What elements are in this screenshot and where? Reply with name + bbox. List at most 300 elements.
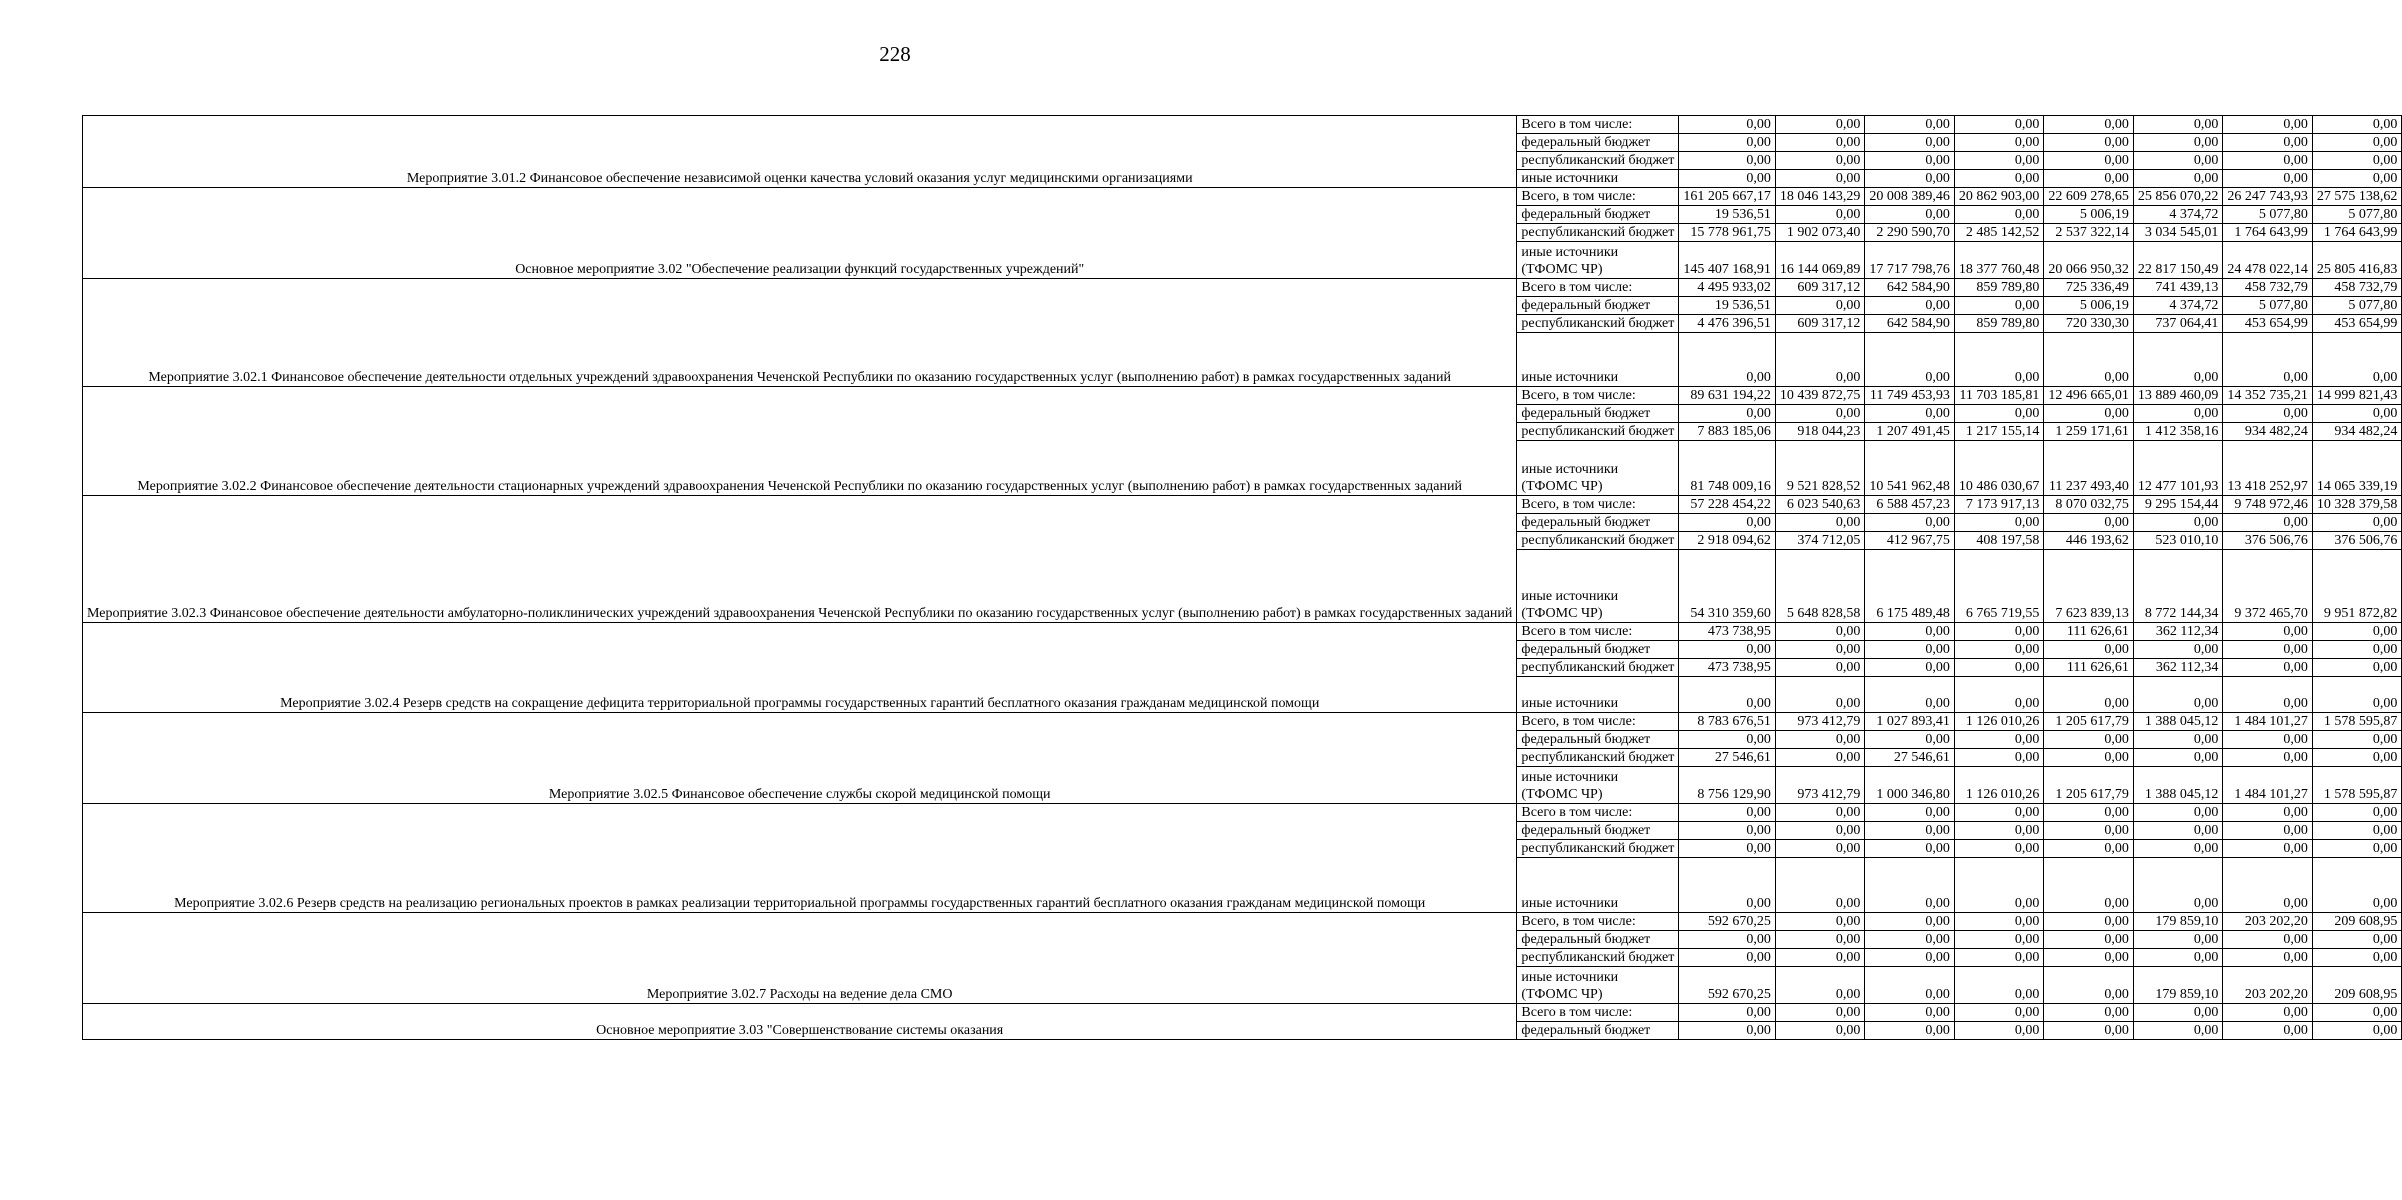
- amount-cell: 0,00: [1775, 206, 1865, 224]
- amount-cell: 0,00: [1954, 731, 2044, 749]
- amount-cell: 4 374,72: [2133, 297, 2223, 315]
- amount-cell: 0,00: [1865, 333, 1955, 387]
- amount-cell: 0,00: [1865, 804, 1955, 822]
- funding-source-label: республиканский бюджет: [1521, 660, 1675, 675]
- amount-cell: 7 173 917,13: [1954, 496, 2044, 514]
- amount-cell: 9 295 154,44: [2133, 496, 2223, 514]
- amount-cell: 0,00: [2044, 931, 2134, 949]
- amount-cell: 1 259 171,61: [2044, 423, 2134, 441]
- amount-cell: 14 999 821,43: [2312, 387, 2402, 405]
- table-row: [83, 913, 2402, 931]
- amount-cell: 11 749 453,93: [1865, 387, 1955, 405]
- amount-cell: 8 070 032,75: [2044, 496, 2134, 514]
- amount-cell: 6 588 457,23: [1865, 496, 1955, 514]
- amount-cell: 0,00: [1954, 858, 2044, 913]
- amount-cell: 0,00: [1865, 913, 1955, 931]
- amount-cell: 27 546,61: [1865, 749, 1955, 767]
- amount-cell: 0,00: [2312, 116, 2402, 134]
- funding-source-label: республиканский бюджет: [1521, 153, 1675, 168]
- amount-cell: 0,00: [2133, 822, 2223, 840]
- amount-cell: 0,00: [1865, 152, 1955, 170]
- amount-cell: 0,00: [1679, 514, 1776, 532]
- amount-cell: 0,00: [1954, 949, 2044, 967]
- amount-cell: 0,00: [2044, 913, 2134, 931]
- amount-cell: 0,00: [1775, 333, 1865, 387]
- amount-cell: 376 506,76: [2223, 532, 2313, 550]
- funding-source-label: федеральный бюджет: [1521, 515, 1651, 530]
- amount-cell: 1 764 643,99: [2312, 224, 2402, 242]
- funding-source-label: федеральный бюджет: [1521, 732, 1651, 747]
- amount-cell: 0,00: [1954, 514, 2044, 532]
- table-row: [83, 387, 2402, 405]
- amount-cell: 0,00: [2044, 731, 2134, 749]
- amount-cell: 54 310 359,60: [1679, 550, 1776, 623]
- funding-source-label: республиканский бюджет: [1521, 533, 1675, 548]
- amount-cell: 209 608,95: [2312, 913, 2402, 931]
- amount-cell: 111 626,61: [2044, 659, 2134, 677]
- amount-cell: 0,00: [2044, 840, 2134, 858]
- table-row: [83, 623, 2402, 641]
- amount-cell: 0,00: [1954, 206, 2044, 224]
- amount-cell: 0,00: [2044, 677, 2134, 713]
- amount-cell: 0,00: [1954, 677, 2044, 713]
- measure-name-cell: Мероприятие 3.02.1 Финансовое обеспечение деятельности отдельных учреждений здравоохранения Чеченской Республики по оказанию государственных услуг (выполнению работ) в рамках государственных заданий: [83, 279, 1517, 387]
- funding-source-cell: [1517, 297, 1679, 315]
- amount-cell: 6 023 540,63: [1775, 496, 1865, 514]
- amount-cell: 1 484 101,27: [2223, 767, 2313, 804]
- amount-cell: 1 578 595,87: [2312, 713, 2402, 731]
- funding-source-cell: [1517, 949, 1679, 967]
- amount-cell: 859 789,80: [1954, 279, 2044, 297]
- amount-cell: 5 006,19: [2044, 206, 2134, 224]
- amount-cell: 0,00: [1679, 134, 1776, 152]
- amount-cell: 1 388 045,12: [2133, 713, 2223, 731]
- amount-cell: 0,00: [2133, 840, 2223, 858]
- funding-source-label: иные источники: [1521, 370, 1619, 385]
- amount-cell: 12 477 101,93: [2133, 441, 2223, 496]
- amount-cell: 10 486 030,67: [1954, 441, 2044, 496]
- funding-source-label: Всего в том числе:: [1521, 1005, 1633, 1020]
- funding-source-cell: [1517, 224, 1679, 242]
- amount-cell: 89 631 194,22: [1679, 387, 1776, 405]
- measure-name-cell: Основное мероприятие 3.02 "Обеспечение реализации функций государственных учреждений": [83, 188, 1517, 279]
- amount-cell: 2 537 322,14: [2044, 224, 2134, 242]
- amount-cell: 10 541 962,48: [1865, 441, 1955, 496]
- amount-cell: 0,00: [1679, 116, 1776, 134]
- amount-cell: 0,00: [2044, 134, 2134, 152]
- funding-source-cell: [1517, 206, 1679, 224]
- amount-cell: 8 783 676,51: [1679, 713, 1776, 731]
- amount-cell: 0,00: [2223, 840, 2313, 858]
- amount-cell: 473 738,95: [1679, 659, 1776, 677]
- funding-source-cell: [1517, 713, 1679, 731]
- amount-cell: 11 703 185,81: [1954, 387, 2044, 405]
- funding-source-cell: [1517, 731, 1679, 749]
- amount-cell: 24 478 022,14: [2223, 242, 2313, 279]
- amount-cell: 973 412,79: [1775, 713, 1865, 731]
- amount-cell: 0,00: [2133, 1022, 2223, 1040]
- amount-cell: 209 608,95: [2312, 967, 2402, 1004]
- amount-cell: 111 626,61: [2044, 623, 2134, 641]
- amount-cell: 11 237 493,40: [2044, 441, 2134, 496]
- funding-source-label: федеральный бюджет: [1521, 642, 1651, 657]
- funding-source-cell: [1517, 840, 1679, 858]
- amount-cell: 0,00: [1679, 333, 1776, 387]
- amount-cell: 0,00: [1775, 840, 1865, 858]
- amount-cell: 0,00: [2312, 1004, 2402, 1022]
- amount-cell: 0,00: [1775, 116, 1865, 134]
- amount-cell: 0,00: [2044, 116, 2134, 134]
- funding-source-cell: [1517, 967, 1679, 1004]
- funding-source-label: республиканский бюджет: [1521, 750, 1675, 765]
- amount-cell: 57 228 454,22: [1679, 496, 1776, 514]
- funding-source-label: Всего, в том числе:: [1521, 914, 1636, 929]
- amount-cell: 0,00: [1865, 1022, 1955, 1040]
- amount-cell: 592 670,25: [1679, 913, 1776, 931]
- amount-cell: 179 859,10: [2133, 967, 2223, 1004]
- amount-cell: 9 748 972,46: [2223, 496, 2313, 514]
- amount-cell: 145 407 168,91: [1679, 242, 1776, 279]
- funding-source-cell: [1517, 749, 1679, 767]
- amount-cell: 203 202,20: [2223, 967, 2313, 1004]
- amount-cell: 0,00: [1775, 659, 1865, 677]
- amount-cell: 0,00: [2223, 949, 2313, 967]
- amount-cell: 0,00: [1865, 1004, 1955, 1022]
- amount-cell: 725 336,49: [2044, 279, 2134, 297]
- amount-cell: 0,00: [1775, 297, 1865, 315]
- amount-cell: 0,00: [1679, 1022, 1776, 1040]
- funding-source-cell: [1517, 822, 1679, 840]
- amount-cell: 0,00: [1865, 822, 1955, 840]
- amount-cell: 0,00: [1679, 731, 1776, 749]
- amount-cell: 0,00: [2044, 641, 2134, 659]
- amount-cell: 0,00: [1775, 170, 1865, 188]
- amount-cell: 20 862 903,00: [1954, 188, 2044, 206]
- funding-source-cell: [1517, 514, 1679, 532]
- funding-source-cell: [1517, 677, 1679, 713]
- amount-cell: 8 772 144,34: [2133, 550, 2223, 623]
- amount-cell: 0,00: [1954, 913, 2044, 931]
- amount-cell: 412 967,75: [1865, 532, 1955, 550]
- funding-source-cell: [1517, 1004, 1679, 1022]
- amount-cell: 376 506,76: [2312, 532, 2402, 550]
- amount-cell: 0,00: [1775, 514, 1865, 532]
- amount-cell: 0,00: [2312, 949, 2402, 967]
- amount-cell: 20 008 389,46: [1865, 188, 1955, 206]
- amount-cell: 0,00: [2223, 731, 2313, 749]
- amount-cell: 14 352 735,21: [2223, 387, 2313, 405]
- funding-source-cell: [1517, 623, 1679, 641]
- table-row: [83, 713, 2402, 731]
- amount-cell: 0,00: [2044, 333, 2134, 387]
- amount-cell: 458 732,79: [2312, 279, 2402, 297]
- amount-cell: 0,00: [1775, 949, 1865, 967]
- amount-cell: 0,00: [2044, 967, 2134, 1004]
- funding-source-cell: [1517, 496, 1679, 514]
- amount-cell: 4 374,72: [2133, 206, 2223, 224]
- amount-cell: 1 484 101,27: [2223, 713, 2313, 731]
- amount-cell: 0,00: [2044, 405, 2134, 423]
- amount-cell: 0,00: [1679, 152, 1776, 170]
- funding-source-label: иные источники (ТФОМС ЧР): [1521, 770, 1619, 802]
- amount-cell: 0,00: [2133, 514, 2223, 532]
- funding-source-cell: [1517, 387, 1679, 405]
- funding-source-cell: [1517, 441, 1679, 496]
- amount-cell: 0,00: [2223, 677, 2313, 713]
- amount-cell: 0,00: [1954, 641, 2044, 659]
- amount-cell: 0,00: [2133, 152, 2223, 170]
- amount-cell: 0,00: [2133, 405, 2223, 423]
- amount-cell: 0,00: [2223, 804, 2313, 822]
- funding-source-label: Всего в том числе:: [1521, 805, 1633, 820]
- amount-cell: 0,00: [1865, 206, 1955, 224]
- funding-source-label: федеральный бюджет: [1521, 932, 1651, 947]
- amount-cell: 5 077,80: [2312, 206, 2402, 224]
- amount-cell: 0,00: [2312, 152, 2402, 170]
- amount-cell: 0,00: [1954, 134, 2044, 152]
- amount-cell: 0,00: [1954, 297, 2044, 315]
- amount-cell: 9 521 828,52: [1775, 441, 1865, 496]
- amount-cell: 179 859,10: [2133, 913, 2223, 931]
- funding-source-label: федеральный бюджет: [1521, 1023, 1651, 1038]
- amount-cell: 2 290 590,70: [1865, 224, 1955, 242]
- amount-cell: 0,00: [1865, 677, 1955, 713]
- amount-cell: 473 738,95: [1679, 623, 1776, 641]
- amount-cell: 0,00: [1679, 1004, 1776, 1022]
- amount-cell: 0,00: [1954, 1022, 2044, 1040]
- amount-cell: 0,00: [1775, 1022, 1865, 1040]
- amount-cell: 0,00: [2044, 1022, 2134, 1040]
- amount-cell: 0,00: [1954, 822, 2044, 840]
- amount-cell: 20 066 950,32: [2044, 242, 2134, 279]
- page-number: 228: [879, 42, 911, 66]
- amount-cell: 12 496 665,01: [2044, 387, 2134, 405]
- amount-cell: 161 205 667,17: [1679, 188, 1776, 206]
- amount-cell: 0,00: [2312, 659, 2402, 677]
- amount-cell: 0,00: [2223, 152, 2313, 170]
- amount-cell: 27 546,61: [1679, 749, 1776, 767]
- amount-cell: 0,00: [1954, 1004, 2044, 1022]
- amount-cell: 1 126 010,26: [1954, 767, 2044, 804]
- amount-cell: 18 377 760,48: [1954, 242, 2044, 279]
- measure-name-cell: Мероприятие 3.02.3 Финансовое обеспечение деятельности амбулаторно-поликлинических учреждений здравоохранения Чеченской Республики по оказанию государственных услуг (выполнению работ) в рамках государственных заданий: [83, 496, 1517, 623]
- amount-cell: 0,00: [1775, 749, 1865, 767]
- funding-source-label: Всего в том числе:: [1521, 117, 1633, 132]
- funding-source-label: Всего, в том числе:: [1521, 714, 1636, 729]
- amount-cell: 0,00: [1865, 514, 1955, 532]
- amount-cell: 0,00: [2133, 116, 2223, 134]
- amount-cell: 0,00: [2044, 514, 2134, 532]
- amount-cell: 22 817 150,49: [2133, 242, 2223, 279]
- table-row: [83, 116, 2402, 134]
- amount-cell: 0,00: [2312, 134, 2402, 152]
- budget-table-body: [83, 116, 2402, 1040]
- amount-cell: 0,00: [1954, 333, 2044, 387]
- amount-cell: 0,00: [1954, 967, 2044, 1004]
- amount-cell: 0,00: [1865, 641, 1955, 659]
- amount-cell: 642 584,90: [1865, 279, 1955, 297]
- amount-cell: 0,00: [1954, 152, 2044, 170]
- funding-source-label: иные источники (ТФОМС ЧР): [1521, 245, 1619, 277]
- amount-cell: 203 202,20: [2223, 913, 2313, 931]
- amount-cell: 0,00: [2312, 514, 2402, 532]
- amount-cell: 0,00: [1775, 967, 1865, 1004]
- table-row: [83, 188, 2402, 206]
- amount-cell: 458 732,79: [2223, 279, 2313, 297]
- amount-cell: 408 197,58: [1954, 532, 2044, 550]
- funding-source-label: республиканский бюджет: [1521, 950, 1675, 965]
- funding-source-cell: [1517, 315, 1679, 333]
- amount-cell: 0,00: [1954, 931, 2044, 949]
- funding-source-cell: [1517, 242, 1679, 279]
- funding-source-cell: [1517, 659, 1679, 677]
- amount-cell: 0,00: [1679, 931, 1776, 949]
- amount-cell: 0,00: [2223, 822, 2313, 840]
- amount-cell: 0,00: [2133, 1004, 2223, 1022]
- amount-cell: 2 918 094,62: [1679, 532, 1776, 550]
- amount-cell: 0,00: [2044, 152, 2134, 170]
- funding-source-cell: [1517, 116, 1679, 134]
- amount-cell: 0,00: [1865, 623, 1955, 641]
- amount-cell: 642 584,90: [1865, 315, 1955, 333]
- amount-cell: 0,00: [1775, 913, 1865, 931]
- funding-source-cell: [1517, 134, 1679, 152]
- amount-cell: 5 077,80: [2312, 297, 2402, 315]
- funding-source-label: республиканский бюджет: [1521, 841, 1675, 856]
- amount-cell: 0,00: [1775, 731, 1865, 749]
- amount-cell: 0,00: [2223, 641, 2313, 659]
- amount-cell: 5 077,80: [2223, 297, 2313, 315]
- amount-cell: 0,00: [1775, 623, 1865, 641]
- amount-cell: 523 010,10: [2133, 532, 2223, 550]
- funding-source-cell: [1517, 858, 1679, 913]
- amount-cell: 0,00: [2044, 804, 2134, 822]
- amount-cell: 22 609 278,65: [2044, 188, 2134, 206]
- funding-source-label: федеральный бюджет: [1521, 135, 1651, 150]
- amount-cell: 7 623 839,13: [2044, 550, 2134, 623]
- amount-cell: 0,00: [1679, 840, 1776, 858]
- amount-cell: 10 328 379,58: [2312, 496, 2402, 514]
- amount-cell: 0,00: [2312, 931, 2402, 949]
- funding-source-cell: [1517, 423, 1679, 441]
- amount-cell: 0,00: [2312, 858, 2402, 913]
- amount-cell: 453 654,99: [2312, 315, 2402, 333]
- amount-cell: 0,00: [2223, 134, 2313, 152]
- amount-cell: 0,00: [1679, 949, 1776, 967]
- amount-cell: 0,00: [1865, 731, 1955, 749]
- amount-cell: 0,00: [1679, 858, 1776, 913]
- amount-cell: 0,00: [1775, 822, 1865, 840]
- amount-cell: 0,00: [2223, 858, 2313, 913]
- amount-cell: 362 112,34: [2133, 623, 2223, 641]
- table-row: [83, 279, 2402, 297]
- amount-cell: 0,00: [1775, 641, 1865, 659]
- funding-source-label: Всего, в том числе:: [1521, 189, 1636, 204]
- amount-cell: 0,00: [1865, 134, 1955, 152]
- amount-cell: 0,00: [1954, 804, 2044, 822]
- amount-cell: 0,00: [2312, 170, 2402, 188]
- funding-source-cell: [1517, 333, 1679, 387]
- amount-cell: 14 065 339,19: [2312, 441, 2402, 496]
- measure-name-cell: Мероприятие 3.02.4 Резерв средств на сокращение дефицита территориальной программы государственных гарантий бесплатного оказания гражданам медицинской помощи: [83, 623, 1517, 713]
- amount-cell: 4 476 396,51: [1679, 315, 1776, 333]
- funding-source-label: Всего, в том числе:: [1521, 388, 1636, 403]
- amount-cell: 0,00: [2312, 840, 2402, 858]
- funding-source-cell: [1517, 279, 1679, 297]
- amount-cell: 934 482,24: [2223, 423, 2313, 441]
- amount-cell: 0,00: [2133, 641, 2223, 659]
- amount-cell: 0,00: [1679, 822, 1776, 840]
- amount-cell: 0,00: [1954, 623, 2044, 641]
- amount-cell: 1 126 010,26: [1954, 713, 2044, 731]
- amount-cell: 5 077,80: [2223, 206, 2313, 224]
- amount-cell: 934 482,24: [2312, 423, 2402, 441]
- funding-source-cell: [1517, 405, 1679, 423]
- amount-cell: 1 205 617,79: [2044, 713, 2134, 731]
- amount-cell: 0,00: [2044, 858, 2134, 913]
- funding-source-cell: [1517, 767, 1679, 804]
- amount-cell: 374 712,05: [1775, 532, 1865, 550]
- amount-cell: 609 317,12: [1775, 315, 1865, 333]
- amount-cell: 27 575 138,62: [2312, 188, 2402, 206]
- budget-table: [82, 115, 2402, 1040]
- amount-cell: 0,00: [2223, 1004, 2313, 1022]
- amount-cell: 0,00: [2133, 731, 2223, 749]
- amount-cell: 0,00: [1679, 804, 1776, 822]
- amount-cell: 9 951 872,82: [2312, 550, 2402, 623]
- amount-cell: 1 764 643,99: [2223, 224, 2313, 242]
- amount-cell: 609 317,12: [1775, 279, 1865, 297]
- amount-cell: 1 388 045,12: [2133, 767, 2223, 804]
- funding-source-cell: [1517, 804, 1679, 822]
- amount-cell: 0,00: [2223, 659, 2313, 677]
- funding-source-label: Всего в том числе:: [1521, 624, 1633, 639]
- amount-cell: 0,00: [2133, 170, 2223, 188]
- funding-source-label: Всего, в том числе:: [1521, 497, 1636, 512]
- funding-source-label: республиканский бюджет: [1521, 225, 1675, 240]
- amount-cell: 0,00: [1775, 804, 1865, 822]
- amount-cell: 0,00: [1865, 170, 1955, 188]
- funding-source-label: иные источники (ТФОМС ЧР): [1521, 589, 1619, 621]
- funding-source-label: федеральный бюджет: [1521, 207, 1651, 222]
- measure-name-cell: Мероприятие 3.01.2 Финансовое обеспечение независимой оценки качества условий оказания услуг медицинскими организациями: [83, 116, 1517, 188]
- amount-cell: 0,00: [1679, 677, 1776, 713]
- amount-cell: 0,00: [2223, 1022, 2313, 1040]
- funding-source-label: республиканский бюджет: [1521, 316, 1675, 331]
- amount-cell: 0,00: [2133, 677, 2223, 713]
- amount-cell: 0,00: [2312, 749, 2402, 767]
- amount-cell: 0,00: [2044, 170, 2134, 188]
- amount-cell: 25 805 416,83: [2312, 242, 2402, 279]
- amount-cell: 0,00: [2133, 804, 2223, 822]
- amount-cell: 0,00: [2312, 677, 2402, 713]
- amount-cell: 0,00: [1865, 659, 1955, 677]
- amount-cell: 0,00: [1679, 405, 1776, 423]
- measure-name-cell: Мероприятие 3.02.6 Резерв средств на реализацию региональных проектов в рамках реализации территориальной программы государственных гарантий бесплатного оказания гражданам медицинской помощи: [83, 804, 1517, 913]
- amount-cell: 741 439,13: [2133, 279, 2223, 297]
- amount-cell: 0,00: [1865, 116, 1955, 134]
- amount-cell: 16 144 069,89: [1775, 242, 1865, 279]
- amount-cell: 0,00: [1775, 858, 1865, 913]
- amount-cell: 17 717 798,76: [1865, 242, 1955, 279]
- amount-cell: 0,00: [2044, 1004, 2134, 1022]
- amount-cell: 18 046 143,29: [1775, 188, 1865, 206]
- amount-cell: 0,00: [1775, 134, 1865, 152]
- funding-source-cell: [1517, 170, 1679, 188]
- amount-cell: 26 247 743,93: [2223, 188, 2313, 206]
- amount-cell: 0,00: [2133, 931, 2223, 949]
- amount-cell: 5 006,19: [2044, 297, 2134, 315]
